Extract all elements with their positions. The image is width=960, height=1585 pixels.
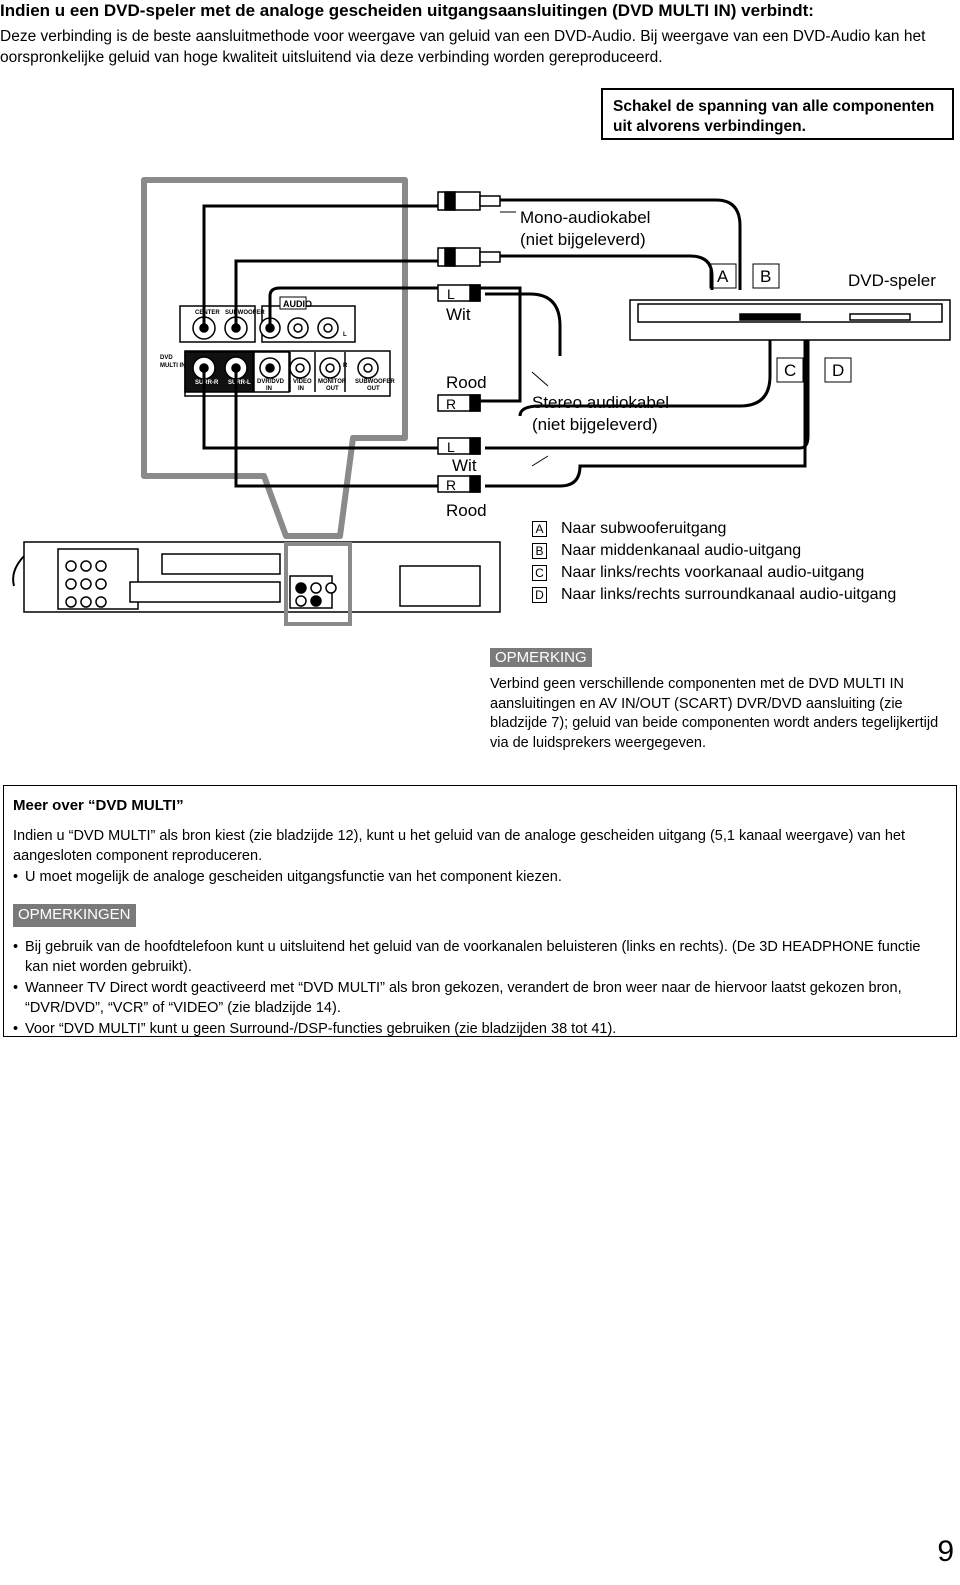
more-about-box [3,785,957,1037]
label-wit-2: Wit [452,456,477,475]
legend-item [532,540,896,562]
more-title: Meer over “DVD MULTI” [13,797,184,814]
plug-r-1 [438,395,480,411]
label-dvr-dvd: DVR/DVD [257,379,285,385]
stereo-cable-label-1: Stereo audiokabel [532,393,670,412]
legend-text: Naar subwooferuitgang [561,520,727,537]
label-subwoofer: SUBWOOFER [225,310,265,316]
label-monitor-out: OUT [326,386,339,392]
label-rood-2: Rood [446,501,487,520]
label-dvr-dvd-in: IN [266,386,272,392]
warning-box [601,88,954,140]
label-rood-1: Rood [446,373,487,392]
plug-l-2 [438,438,480,454]
legend-text: Naar middenkanaal audio-uitgang [561,542,802,559]
dvd-player-device [630,300,950,340]
letter-b: B [760,267,772,286]
dvd-player-label: DVD-speler [848,271,936,290]
notes-label: OPMERKINGEN [13,904,136,927]
letter-a: A [717,267,729,286]
label-multi-in: MULTI IN [160,363,186,369]
note-text: Verbind geen verschillende componenten met de DVD MULTI IN aansluitingen en AV IN/OUT (SCART) DVR/DVD aansluiting (zie bladzijde 7); geluid van beide componenten wordt anders tegelijkertijd via de luidsprekers weergegeven. [490,676,939,751]
legend-letter: C [532,565,547,581]
label-subwoofer-out: SUBWOOFER [355,379,395,385]
receiver-rear-panel [24,542,500,612]
label-surr-l: SURR-L [228,380,251,386]
plug-mono-2 [438,248,500,266]
label-surr-r: SURR-R [195,380,219,386]
mono-cable-label-2: (niet bijgeleverd) [520,230,646,249]
warning-text: Schakel de spanning van alle componenten uit alvorens verbindingen. [613,98,935,135]
legend-letter: B [532,543,547,559]
note-opmerking [490,648,950,753]
label-center: CENTER [195,310,220,316]
more-bullet: • U moet mogelijk de analoge gescheiden uitgangsfunctie van het component kiezen. [13,867,946,888]
plug-mono-1 [438,192,500,210]
note-item: • Voor “DVD MULTI” kunt u geen Surround-/DSP-functies gebruiken (zie bladzijden 38 tot 41). [13,1019,946,1040]
label-video: VIDEO [293,379,312,385]
legend-text: Naar links/rechts surroundkanaal audio-uitgang [561,586,897,603]
letter-d: D [832,361,845,380]
more-paragraph: Indien u “DVD MULTI” als bron kiest (zie bladzijde 12), kunt u het geluid van de analoge gescheiden uitgang (5,1 kanaal weergave) van het aangesloten component reproduceren. [13,827,906,864]
plug-label-r2: R [446,477,457,493]
stereo-cable-label-2: (niet bijgeleverd) [532,415,658,434]
page-number: 9 [937,1535,954,1568]
note-item: • Bij gebruik van de hoofdtelefoon kunt u uitsluitend het geluid van de voorkanalen beluisteren (links en rechts). (De 3D HEADPHONE functie kan niet worden gebruikt). [13,937,946,978]
plug-label-r1: R [446,396,457,412]
intro-paragraph: Deze verbinding is de beste aansluitmethode voor weergave van geluid van een DVD-Audio. Bij weergave van een DVD-Audio kan het oorspronkelijke geluid van hoge kwaliteit uitsluitend via deze verbinding worden gereproduceerd. [0,28,926,66]
legend-item [532,584,896,606]
label-l: L [343,332,347,338]
note-label: OPMERKING [490,648,592,667]
letter-c: C [784,361,797,380]
label-r: R [343,363,348,369]
legend-item [532,518,896,540]
label-audio: AUDIO [283,299,312,309]
legend-letter: A [532,521,547,537]
note-item: • Wanneer TV Direct wordt geactiveerd met “DVD MULTI” als bron gekozen, verandert de bron weer naar de hiervoor laatst gekozen bron, “DVR/DVD”, “VCR” of “VIDEO” (zie bladzijde 14). [13,978,946,1019]
plug-label-l1: L [447,286,455,302]
label-dvd: DVD [160,355,173,361]
legend [532,518,896,606]
mono-cable-label-1: Mono-audiokabel [520,208,651,227]
label-monitor: MONITOR [318,379,347,385]
section-heading: Indien u een DVD-speler met de analoge gescheiden uitgangsaansluitingen (DVD MULTI IN) verbindt: [0,1,814,20]
plug-label-l2: L [447,439,455,455]
label-wit-1: Wit [446,305,471,324]
legend-letter: D [532,587,547,603]
label-video-in: IN [298,386,304,392]
legend-item [532,562,896,584]
plug-r-2 [438,476,480,492]
label-subwoofer-out2: OUT [367,386,380,392]
legend-text: Naar links/rechts voorkanaal audio-uitgang [561,564,865,581]
plug-l-1 [438,285,480,301]
